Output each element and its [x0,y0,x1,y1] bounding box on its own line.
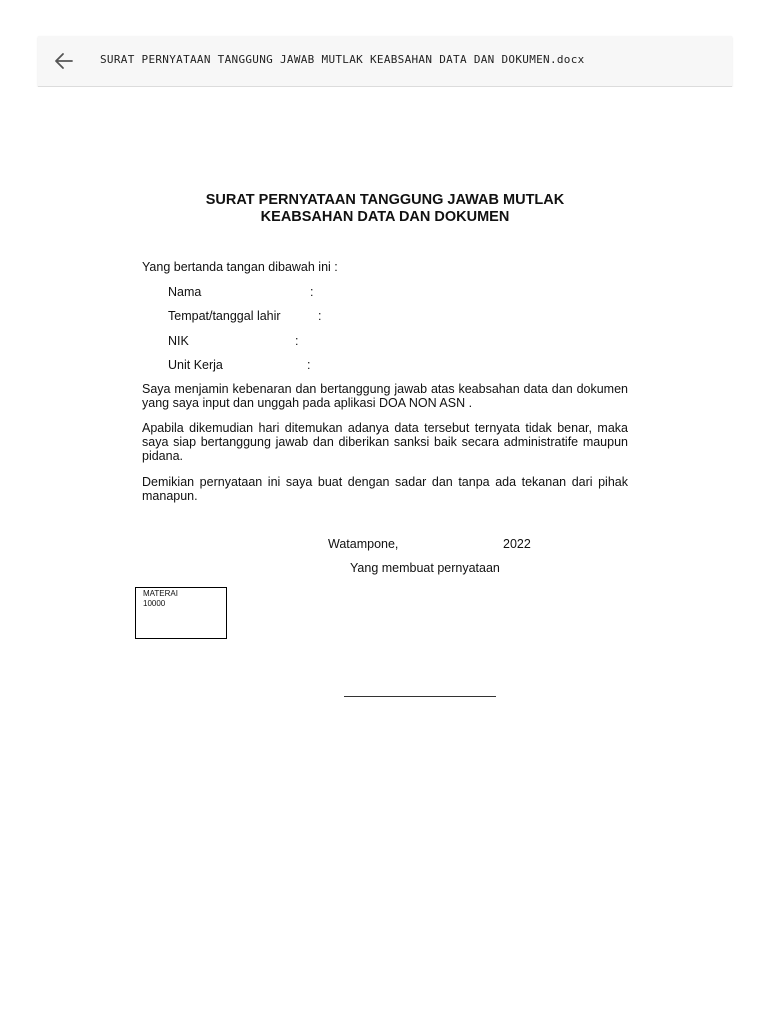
signer-label: Yang membuat pernyataan [350,561,500,575]
field-label: NIK [168,334,189,348]
signing-year: 2022 [503,537,531,551]
field-unit-kerja [168,358,311,372]
document-header-bar [38,36,732,87]
field-tempat-tanggal-lahir [168,309,322,323]
intro-text: Yang bertanda tangan dibawah ini : [142,260,338,274]
field-nik [168,334,299,348]
field-colon: : [295,334,299,348]
title-line-1: SURAT PERNYATAAN TANGGUNG JAWAB MUTLAK [205,192,565,208]
stamp-line-1: MATERAI [143,589,178,598]
stamp-label [143,589,178,609]
title-line-2: KEABSAHAN DATA DAN DOKUMEN [260,209,510,225]
stamp-line-2: 10000 [143,599,166,608]
signing-place: Watampone, [328,537,399,551]
field-label: Tempat/tanggal lahir [168,309,281,323]
document-page [0,87,768,1024]
field-colon: : [307,358,311,372]
field-label: Nama [168,285,202,299]
document-title [142,192,628,226]
paragraph-guarantee: Saya menjamin kebenaran dan bertanggung jawab atas keabsahan data dan dokumen yang saya input dan unggah pada aplikasi DOA NON ASN . [142,382,628,410]
file-name-title: SURAT PERNYATAAN TANGGUNG JAWAB MUTLAK KEABSAHAN DATA DAN DOKUMEN.docx [100,53,585,66]
field-nama [168,285,314,299]
paragraph-sanction: Apabila dikemudian hari ditemukan adanya data tersebut ternyata tidak benar, maka saya siap bertanggung jawab dan diberikan sanksi baik secara administratife maupun pidana. [142,421,628,463]
field-colon: : [318,309,322,323]
field-colon: : [310,285,314,299]
back-button[interactable] [52,49,76,73]
field-label: Unit Kerja [168,358,223,372]
signature-line [344,696,496,697]
stamp-box [135,587,227,639]
arrow-left-icon [52,49,76,73]
paragraph-closing: Demikian pernyataan ini saya buat dengan sadar dan tanpa ada tekanan dari pihak manapun. [142,475,628,503]
